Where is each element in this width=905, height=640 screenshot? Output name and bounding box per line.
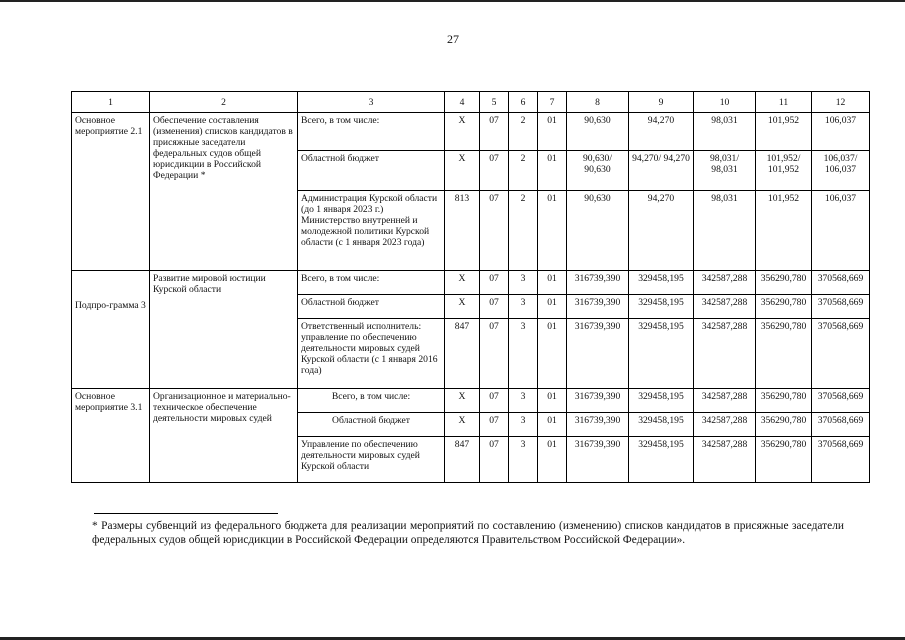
value-col-9: 329458,195 <box>629 295 694 319</box>
scan-border-top <box>0 0 905 2</box>
program-name: Организационное и материально-техническое обеспечение деятельности мировых судей <box>150 389 298 483</box>
funding-source: Областной бюджет <box>298 413 445 437</box>
value-col-12: 370568,669 <box>812 319 870 389</box>
funding-source: Администрация Курской области (до 1 января 2023 г.) Министерство внутренней и молодежной политики Курской области (с 1 января 2023 года) <box>298 191 445 271</box>
value-col-11: 356290,780 <box>756 295 812 319</box>
value-col-11: 101,952/ 101,952 <box>756 151 812 191</box>
cell-grbs: Х <box>445 113 480 151</box>
cell-grbs: 813 <box>445 191 480 271</box>
funding-source: Всего, в том числе: <box>298 113 445 151</box>
cell-csr: 01 <box>538 151 567 191</box>
column-header: 1 <box>72 92 150 113</box>
value-col-8: 90,630 <box>567 113 629 151</box>
cell-rz: 07 <box>480 413 509 437</box>
value-col-8: 316739,390 <box>567 413 629 437</box>
column-header: 8 <box>567 92 629 113</box>
cell-csr: 01 <box>538 295 567 319</box>
value-col-12: 106,037 <box>812 191 870 271</box>
program-code: Подпро-грамма 3 <box>72 271 150 389</box>
cell-csr: 01 <box>538 113 567 151</box>
value-col-9: 329458,195 <box>629 271 694 295</box>
cell-grbs: Х <box>445 389 480 413</box>
funding-source: Областной бюджет <box>298 295 445 319</box>
column-header: 7 <box>538 92 567 113</box>
value-col-12: 106,037 <box>812 113 870 151</box>
funding-source: Управление по обеспечению деятельности мировых судей Курской области <box>298 437 445 483</box>
funding-source: Всего, в том числе: <box>298 389 445 413</box>
column-header: 2 <box>150 92 298 113</box>
column-header: 4 <box>445 92 480 113</box>
funding-source: Всего, в том числе: <box>298 271 445 295</box>
value-col-9: 329458,195 <box>629 319 694 389</box>
value-col-9: 329458,195 <box>629 437 694 483</box>
cell-csr: 01 <box>538 437 567 483</box>
value-col-11: 356290,780 <box>756 389 812 413</box>
funding-source: Областной бюджет <box>298 151 445 191</box>
cell-pr: 3 <box>509 295 538 319</box>
column-header: 6 <box>509 92 538 113</box>
cell-csr: 01 <box>538 191 567 271</box>
cell-pr: 2 <box>509 191 538 271</box>
value-col-12: 370568,669 <box>812 437 870 483</box>
cell-pr: 3 <box>509 271 538 295</box>
value-col-9: 94,270 <box>629 113 694 151</box>
column-header: 3 <box>298 92 445 113</box>
footnote-text: * Размеры субвенций из федерального бюджета для реализации мероприятий по составлению (изменению) списков кандидатов в присяжные заседатели федеральных судов общей юрисдикции в Российской Федерации определяются Правительством Российской Федерации». <box>92 520 844 546</box>
cell-rz: 07 <box>480 151 509 191</box>
cell-pr: 2 <box>509 113 538 151</box>
cell-grbs: 847 <box>445 437 480 483</box>
cell-pr: 3 <box>509 437 538 483</box>
cell-csr: 01 <box>538 389 567 413</box>
value-col-11: 356290,780 <box>756 437 812 483</box>
funding-source: Ответственный исполнитель: управление по обеспечению деятельности мировых судей Курской области (с 1 января 2016 года) <box>298 319 445 389</box>
cell-pr: 3 <box>509 413 538 437</box>
value-col-11: 101,952 <box>756 191 812 271</box>
value-col-9: 94,270/ 94,270 <box>629 151 694 191</box>
value-col-10: 342587,288 <box>694 319 756 389</box>
table-header-row <box>72 92 870 113</box>
value-col-12: 370568,669 <box>812 413 870 437</box>
table-row <box>72 113 870 151</box>
table-row <box>72 271 870 295</box>
value-col-10: 342587,288 <box>694 271 756 295</box>
program-name: Обеспечение составления (изменения) списков кандидатов в присяжные заседатели федеральных судов общей юрисдикции в Российской Федерации * <box>150 113 298 271</box>
cell-rz: 07 <box>480 191 509 271</box>
cell-grbs: Х <box>445 295 480 319</box>
cell-rz: 07 <box>480 389 509 413</box>
value-col-10: 98,031 <box>694 113 756 151</box>
value-col-8: 316739,390 <box>567 389 629 413</box>
value-col-9: 329458,195 <box>629 413 694 437</box>
value-col-9: 329458,195 <box>629 389 694 413</box>
column-header: 9 <box>629 92 694 113</box>
cell-rz: 07 <box>480 319 509 389</box>
value-col-9: 94,270 <box>629 191 694 271</box>
value-col-10: 98,031 <box>694 191 756 271</box>
value-col-8: 316739,390 <box>567 295 629 319</box>
column-header: 5 <box>480 92 509 113</box>
cell-pr: 3 <box>509 389 538 413</box>
page-number: 27 <box>447 32 459 46</box>
program-code: Основное мероприятие 2.1 <box>72 113 150 271</box>
column-header: 10 <box>694 92 756 113</box>
program-code: Основное мероприятие 3.1 <box>72 389 150 483</box>
value-col-8: 90,630 <box>567 191 629 271</box>
value-col-8: 316739,390 <box>567 437 629 483</box>
value-col-12: 370568,669 <box>812 295 870 319</box>
value-col-10: 342587,288 <box>694 437 756 483</box>
value-col-8: 316739,390 <box>567 319 629 389</box>
cell-pr: 3 <box>509 319 538 389</box>
value-col-10: 342587,288 <box>694 389 756 413</box>
cell-grbs: Х <box>445 151 480 191</box>
cell-rz: 07 <box>480 295 509 319</box>
cell-pr: 2 <box>509 151 538 191</box>
value-col-10: 342587,288 <box>694 295 756 319</box>
cell-rz: 07 <box>480 113 509 151</box>
cell-csr: 01 <box>538 413 567 437</box>
column-header: 12 <box>812 92 870 113</box>
cell-grbs: Х <box>445 271 480 295</box>
value-col-11: 356290,780 <box>756 319 812 389</box>
cell-grbs: Х <box>445 413 480 437</box>
value-col-12: 370568,669 <box>812 271 870 295</box>
cell-rz: 07 <box>480 271 509 295</box>
value-col-12: 370568,669 <box>812 389 870 413</box>
value-col-11: 356290,780 <box>756 271 812 295</box>
footnote-divider <box>94 513 278 514</box>
value-col-12: 106,037/ 106,037 <box>812 151 870 191</box>
column-header: 11 <box>756 92 812 113</box>
cell-grbs: 847 <box>445 319 480 389</box>
cell-csr: 01 <box>538 319 567 389</box>
value-col-10: 98,031/ 98,031 <box>694 151 756 191</box>
cell-csr: 01 <box>538 271 567 295</box>
value-col-10: 342587,288 <box>694 413 756 437</box>
cell-rz: 07 <box>480 437 509 483</box>
program-name: Развитие мировой юстиции Курской области <box>150 271 298 389</box>
table-row <box>72 389 870 413</box>
value-col-8: 90,630/ 90,630 <box>567 151 629 191</box>
value-col-11: 101,952 <box>756 113 812 151</box>
value-col-11: 356290,780 <box>756 413 812 437</box>
value-col-8: 316739,390 <box>567 271 629 295</box>
budget-table <box>71 91 870 483</box>
